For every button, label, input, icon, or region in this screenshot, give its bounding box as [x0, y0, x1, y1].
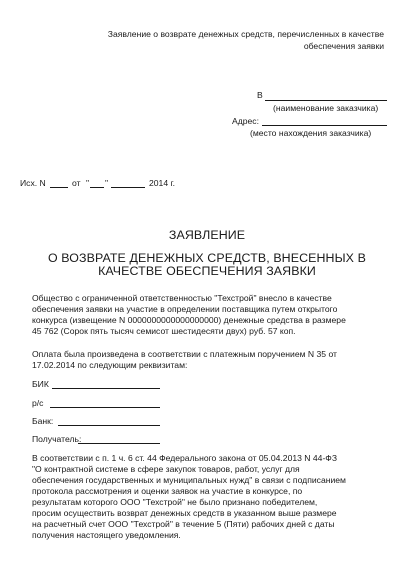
addressee-to-caption: (наименование заказчика) — [273, 103, 379, 113]
outgoing-day-blank — [90, 187, 104, 188]
outgoing-month-blank — [111, 187, 145, 188]
closing-line: обеспечения государственных и муниципальных нужд" в связи с подписанием — [32, 475, 346, 485]
document-subtitle-line-1: О ВОЗВРАТЕ ДЕНЕЖНЫХ СРЕДСТВ, ВНЕСЕННЫХ В — [48, 251, 366, 265]
body-paragraph-1 — [32, 293, 397, 337]
address-prefix: Адрес: — [232, 116, 259, 126]
bank-line — [58, 425, 160, 426]
document-heading: ЗАЯВЛЕНИЕ — [168, 228, 246, 242]
paragraph-2-line: 17.02.2014 по следующим реквизитам: — [32, 360, 188, 370]
paragraph-1-line: Общество с ограниченной ответственностью "Техстрой" внесло в качестве — [32, 293, 332, 303]
bik-line — [52, 388, 160, 389]
body-paragraph-2 — [32, 349, 397, 371]
paragraph-1-line: 45 762 (Сорок пять тысяч семисот шестидесяти двух) руб. 57 коп. — [32, 326, 296, 336]
closing-line: получения настоящего уведомления. — [32, 530, 181, 540]
closing-line: результатам которого ООО "Техстрой" не было признано победителем, — [32, 497, 318, 507]
paragraph-2-line: Оплата была произведена в соответствии с платежным поручением N 35 от — [32, 349, 337, 359]
account-label: р/с — [32, 398, 44, 408]
outgoing-quote-open: " — [86, 178, 90, 188]
document-subtitle-line-2: КАЧЕСТВЕ ОБЕСПЕЧЕНИЯ ЗАЯВКИ — [98, 264, 316, 278]
paragraph-1-line: обеспечения заявки на участие в определении поставщика путем открытого — [32, 304, 338, 314]
closing-line: "О контрактной системе в сфере закупок товаров, работ, услуг для — [32, 464, 300, 474]
address-caption: (место нахождения заказчика) — [250, 128, 372, 138]
closing-line: В соответствии с п. 1 ч. 6 ст. 44 Федерального закона от 05.04.2013 N 44-ФЗ — [32, 453, 338, 463]
outgoing-year: 2014 г. — [149, 178, 175, 188]
outgoing-number-label: Исх. N — [20, 178, 46, 188]
recipient-label: Получатель: — [32, 434, 82, 444]
bik-label: БИК — [32, 379, 49, 389]
closing-line: на расчетный счет ООО "Техстрой" в течение 5 (Пяти) рабочих дней с даты — [32, 519, 335, 529]
outgoing-number-blank — [50, 187, 68, 188]
outgoing-quote-close: " — [105, 178, 109, 188]
bank-label: Банк: — [32, 416, 54, 426]
recipient-line — [78, 443, 160, 444]
closing-paragraph — [32, 453, 397, 541]
header-note-line-1: Заявление о возврате денежных средств, перечисленных в качестве — [107, 29, 384, 39]
account-line — [50, 407, 160, 408]
closing-line: протокола рассмотрения и оценки заявок на участие в конкурсе, по — [32, 486, 303, 496]
addressee-to-prefix: В — [257, 90, 263, 100]
address-line — [262, 125, 387, 126]
header-note-line-2: обеспечения заявки — [303, 41, 384, 51]
closing-line: просим осуществить возврат денежных средств в указанном выше размере — [32, 508, 337, 518]
paragraph-1-line: конкурса (извещение N 0000000000000000000) денежные средства в размере — [32, 315, 346, 325]
addressee-to-line — [265, 100, 387, 101]
outgoing-from-label: от — [72, 178, 81, 188]
